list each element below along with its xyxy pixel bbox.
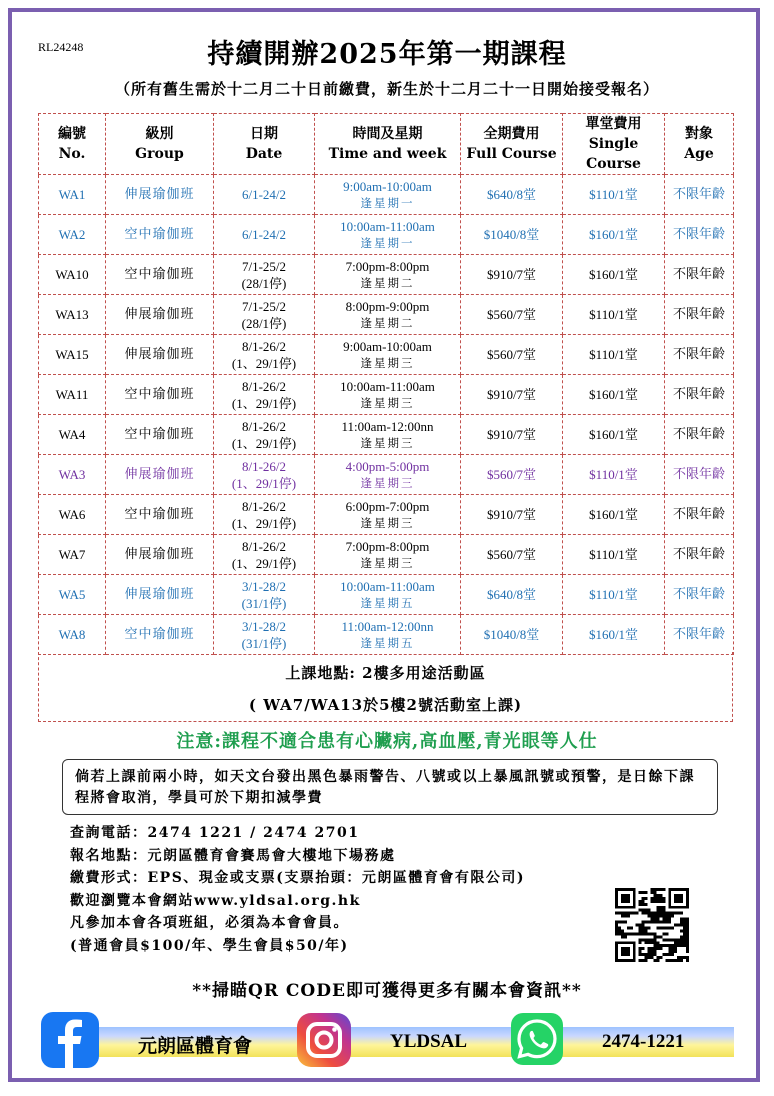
cell-single-fee: $160/1堂 [563, 615, 665, 655]
instagram-icon[interactable] [296, 1012, 352, 1068]
cell-full-fee: $560/7堂 [461, 295, 563, 335]
header-date: 日期 Date [214, 114, 315, 175]
cell-age: 不限年齡 [665, 455, 734, 495]
table-row [39, 495, 734, 535]
table-row [39, 175, 734, 215]
cell-group: 空中瑜伽班 [106, 495, 214, 535]
cell-full-fee: $560/7堂 [461, 535, 563, 575]
cell-time: 10:00am-11:00am 逢星期五 [315, 575, 461, 615]
cell-full-fee: $640/8堂 [461, 175, 563, 215]
cell-single-fee: $160/1堂 [563, 215, 665, 255]
instagram-label: YLDSAL [390, 1031, 468, 1052]
cell-time: 11:00am-12:00nn 逢星期五 [315, 615, 461, 655]
cell-date: 7/1-25/2 (28/1停) [214, 295, 315, 335]
cell-full-fee: $910/7堂 [461, 495, 563, 535]
table-row [39, 535, 734, 575]
cell-age: 不限年齡 [665, 375, 734, 415]
cell-time: 11:00am-12:00nn 逢星期三 [315, 415, 461, 455]
whatsapp-icon[interactable] [510, 1012, 564, 1066]
header-group: 級別 Group [106, 114, 214, 175]
venue-box [38, 652, 733, 722]
cell-single-fee: $160/1堂 [563, 375, 665, 415]
cell-date: 8/1-26/2 (1、29/1停) [214, 535, 315, 575]
page-title: 持續開辦2025年第一期課程 [207, 39, 567, 70]
cell-date: 8/1-26/2 (1、29/1停) [214, 335, 315, 375]
info-fees: (普通會員$100/年、學生會員$50/年) [70, 937, 349, 954]
page-subtitle: （所有舊生需於十二月二十日前繳費，新生於十二月二十一日開始接受報名） [114, 80, 659, 98]
cell-single-fee: $110/1堂 [563, 175, 665, 215]
cell-group: 伸展瑜伽班 [106, 455, 214, 495]
cell-single-fee: $110/1堂 [563, 575, 665, 615]
cell-time: 10:00am-11:00am 逢星期一 [315, 215, 461, 255]
cell-no: WA1 [39, 175, 106, 215]
table-row [39, 415, 734, 455]
cell-full-fee: $640/8堂 [461, 575, 563, 615]
cell-age: 不限年齡 [665, 215, 734, 255]
cell-age: 不限年齡 [665, 335, 734, 375]
table-row [39, 375, 734, 415]
header-single: 單堂費用 Single Course [563, 114, 665, 175]
weather-notice: 倘若上課前兩小時，如天文台發出黑色暴雨警告、八號或以上暴風訊號或預警，是日餘下課程將會取消，學員可於下期扣減學費 [62, 759, 718, 815]
table-row [39, 455, 734, 495]
cell-single-fee: $110/1堂 [563, 335, 665, 375]
whatsapp-label: 2474-1221 [602, 1031, 685, 1052]
header-age: 對象 Age [665, 114, 734, 175]
cell-time: 6:00pm-7:00pm 逢星期三 [315, 495, 461, 535]
table-row [39, 215, 734, 255]
cell-date: 8/1-26/2 (1、29/1停) [214, 415, 315, 455]
cell-full-fee: $1040/8堂 [461, 615, 563, 655]
cell-no: WA6 [39, 495, 106, 535]
qr-note: **掃瞄QR CODE即可獲得更多有關本會資訊** [192, 981, 582, 1001]
cell-group: 伸展瑜伽班 [106, 175, 214, 215]
cell-group: 伸展瑜伽班 [106, 335, 214, 375]
cell-full-fee: $910/7堂 [461, 375, 563, 415]
cell-no: WA2 [39, 215, 106, 255]
table-row [39, 615, 734, 655]
contact-info [70, 822, 525, 957]
cell-single-fee: $110/1堂 [563, 455, 665, 495]
cell-single-fee: $160/1堂 [563, 255, 665, 295]
cell-full-fee: $560/7堂 [461, 455, 563, 495]
cell-age: 不限年齡 [665, 415, 734, 455]
info-payment: 繳費形式：EPS、現金或支票(支票抬頭：元朗區體育會有限公司) [70, 870, 526, 886]
cell-time: 10:00am-11:00am 逢星期三 [315, 375, 461, 415]
cell-single-fee: $160/1堂 [563, 415, 665, 455]
cell-group: 伸展瑜伽班 [106, 535, 214, 575]
facebook-label: 元朗區體育會 [138, 1036, 253, 1057]
document-code: RL24248 [38, 40, 84, 54]
cell-age: 不限年齡 [665, 495, 734, 535]
venue-line-1: 上課地點: 2樓多用途活動區 [285, 664, 486, 682]
cell-no: WA10 [39, 255, 106, 295]
info-address: 報名地點：元朗區體育會賽馬會大樓地下場務處 [70, 847, 396, 864]
cell-single-fee: $110/1堂 [563, 295, 665, 335]
qr-code[interactable] [615, 888, 689, 962]
cell-no: WA11 [39, 375, 106, 415]
cell-age: 不限年齡 [665, 615, 734, 655]
cell-date: 8/1-26/2 (1、29/1停) [214, 375, 315, 415]
cell-time: 7:00pm-8:00pm 逢星期三 [315, 535, 461, 575]
cell-full-fee: $910/7堂 [461, 415, 563, 455]
cell-full-fee: $1040/8堂 [461, 215, 563, 255]
cell-no: WA5 [39, 575, 106, 615]
cell-no: WA7 [39, 535, 106, 575]
cell-date: 8/1-26/2 (1、29/1停) [214, 455, 315, 495]
cell-date: 8/1-26/2 (1、29/1停) [214, 495, 315, 535]
cell-date: 7/1-25/2 (28/1停) [214, 255, 315, 295]
table-header-row [39, 114, 734, 175]
table-row [39, 575, 734, 615]
cell-time: 7:00pm-8:00pm 逢星期二 [315, 255, 461, 295]
cell-date: 3/1-28/2 (31/1停) [214, 575, 315, 615]
venue-line-2: ( WA7/WA13於5樓2號活動室上課) [248, 696, 523, 714]
cell-group: 伸展瑜伽班 [106, 575, 214, 615]
cell-time: 9:00am-10:00am 逢星期三 [315, 335, 461, 375]
cell-age: 不限年齡 [665, 255, 734, 295]
schedule-table [38, 113, 734, 655]
table-row [39, 295, 734, 335]
cell-single-fee: $160/1堂 [563, 495, 665, 535]
cell-group: 空中瑜伽班 [106, 215, 214, 255]
cell-date: 6/1-24/2 [214, 175, 315, 215]
cell-no: WA8 [39, 615, 106, 655]
cell-date: 6/1-24/2 [214, 215, 315, 255]
info-membership: 凡參加本會各項班組，必須為本會會員。 [70, 915, 349, 931]
cell-group: 空中瑜伽班 [106, 415, 214, 455]
cell-time: 9:00am-10:00am 逢星期一 [315, 175, 461, 215]
info-website: 歡迎瀏覽本會網站www.yldsal.org.hk [70, 892, 361, 909]
cell-age: 不限年齡 [665, 175, 734, 215]
footer-bar [60, 1027, 734, 1057]
cell-no: WA13 [39, 295, 106, 335]
header-no: 編號 No. [39, 114, 106, 175]
cell-full-fee: $560/7堂 [461, 335, 563, 375]
table-row [39, 255, 734, 295]
table-row [39, 335, 734, 375]
cell-no: WA15 [39, 335, 106, 375]
cell-single-fee: $110/1堂 [563, 535, 665, 575]
cell-age: 不限年齡 [665, 575, 734, 615]
cell-age: 不限年齡 [665, 295, 734, 335]
info-phone: 查詢電話：2474 1221 / 2474 2701 [70, 825, 360, 841]
facebook-icon[interactable] [40, 1011, 100, 1069]
cell-no: WA4 [39, 415, 106, 455]
header-full: 全期費用 Full Course [461, 114, 563, 175]
cell-no: WA3 [39, 455, 106, 495]
cell-time: 4:00pm-5:00pm 逢星期三 [315, 455, 461, 495]
cell-full-fee: $910/7堂 [461, 255, 563, 295]
cell-group: 空中瑜伽班 [106, 255, 214, 295]
cell-group: 空中瑜伽班 [106, 615, 214, 655]
header-time: 時間及星期 Time and week [315, 114, 461, 175]
cell-group: 伸展瑜伽班 [106, 295, 214, 335]
cell-group: 空中瑜伽班 [106, 375, 214, 415]
cell-time: 8:00pm-9:00pm 逢星期二 [315, 295, 461, 335]
health-warning: 注意:課程不適合患有心臟病,高血壓,青光眼等人仕 [176, 731, 598, 752]
cell-age: 不限年齡 [665, 535, 734, 575]
cell-date: 3/1-28/2 (31/1停) [214, 615, 315, 655]
